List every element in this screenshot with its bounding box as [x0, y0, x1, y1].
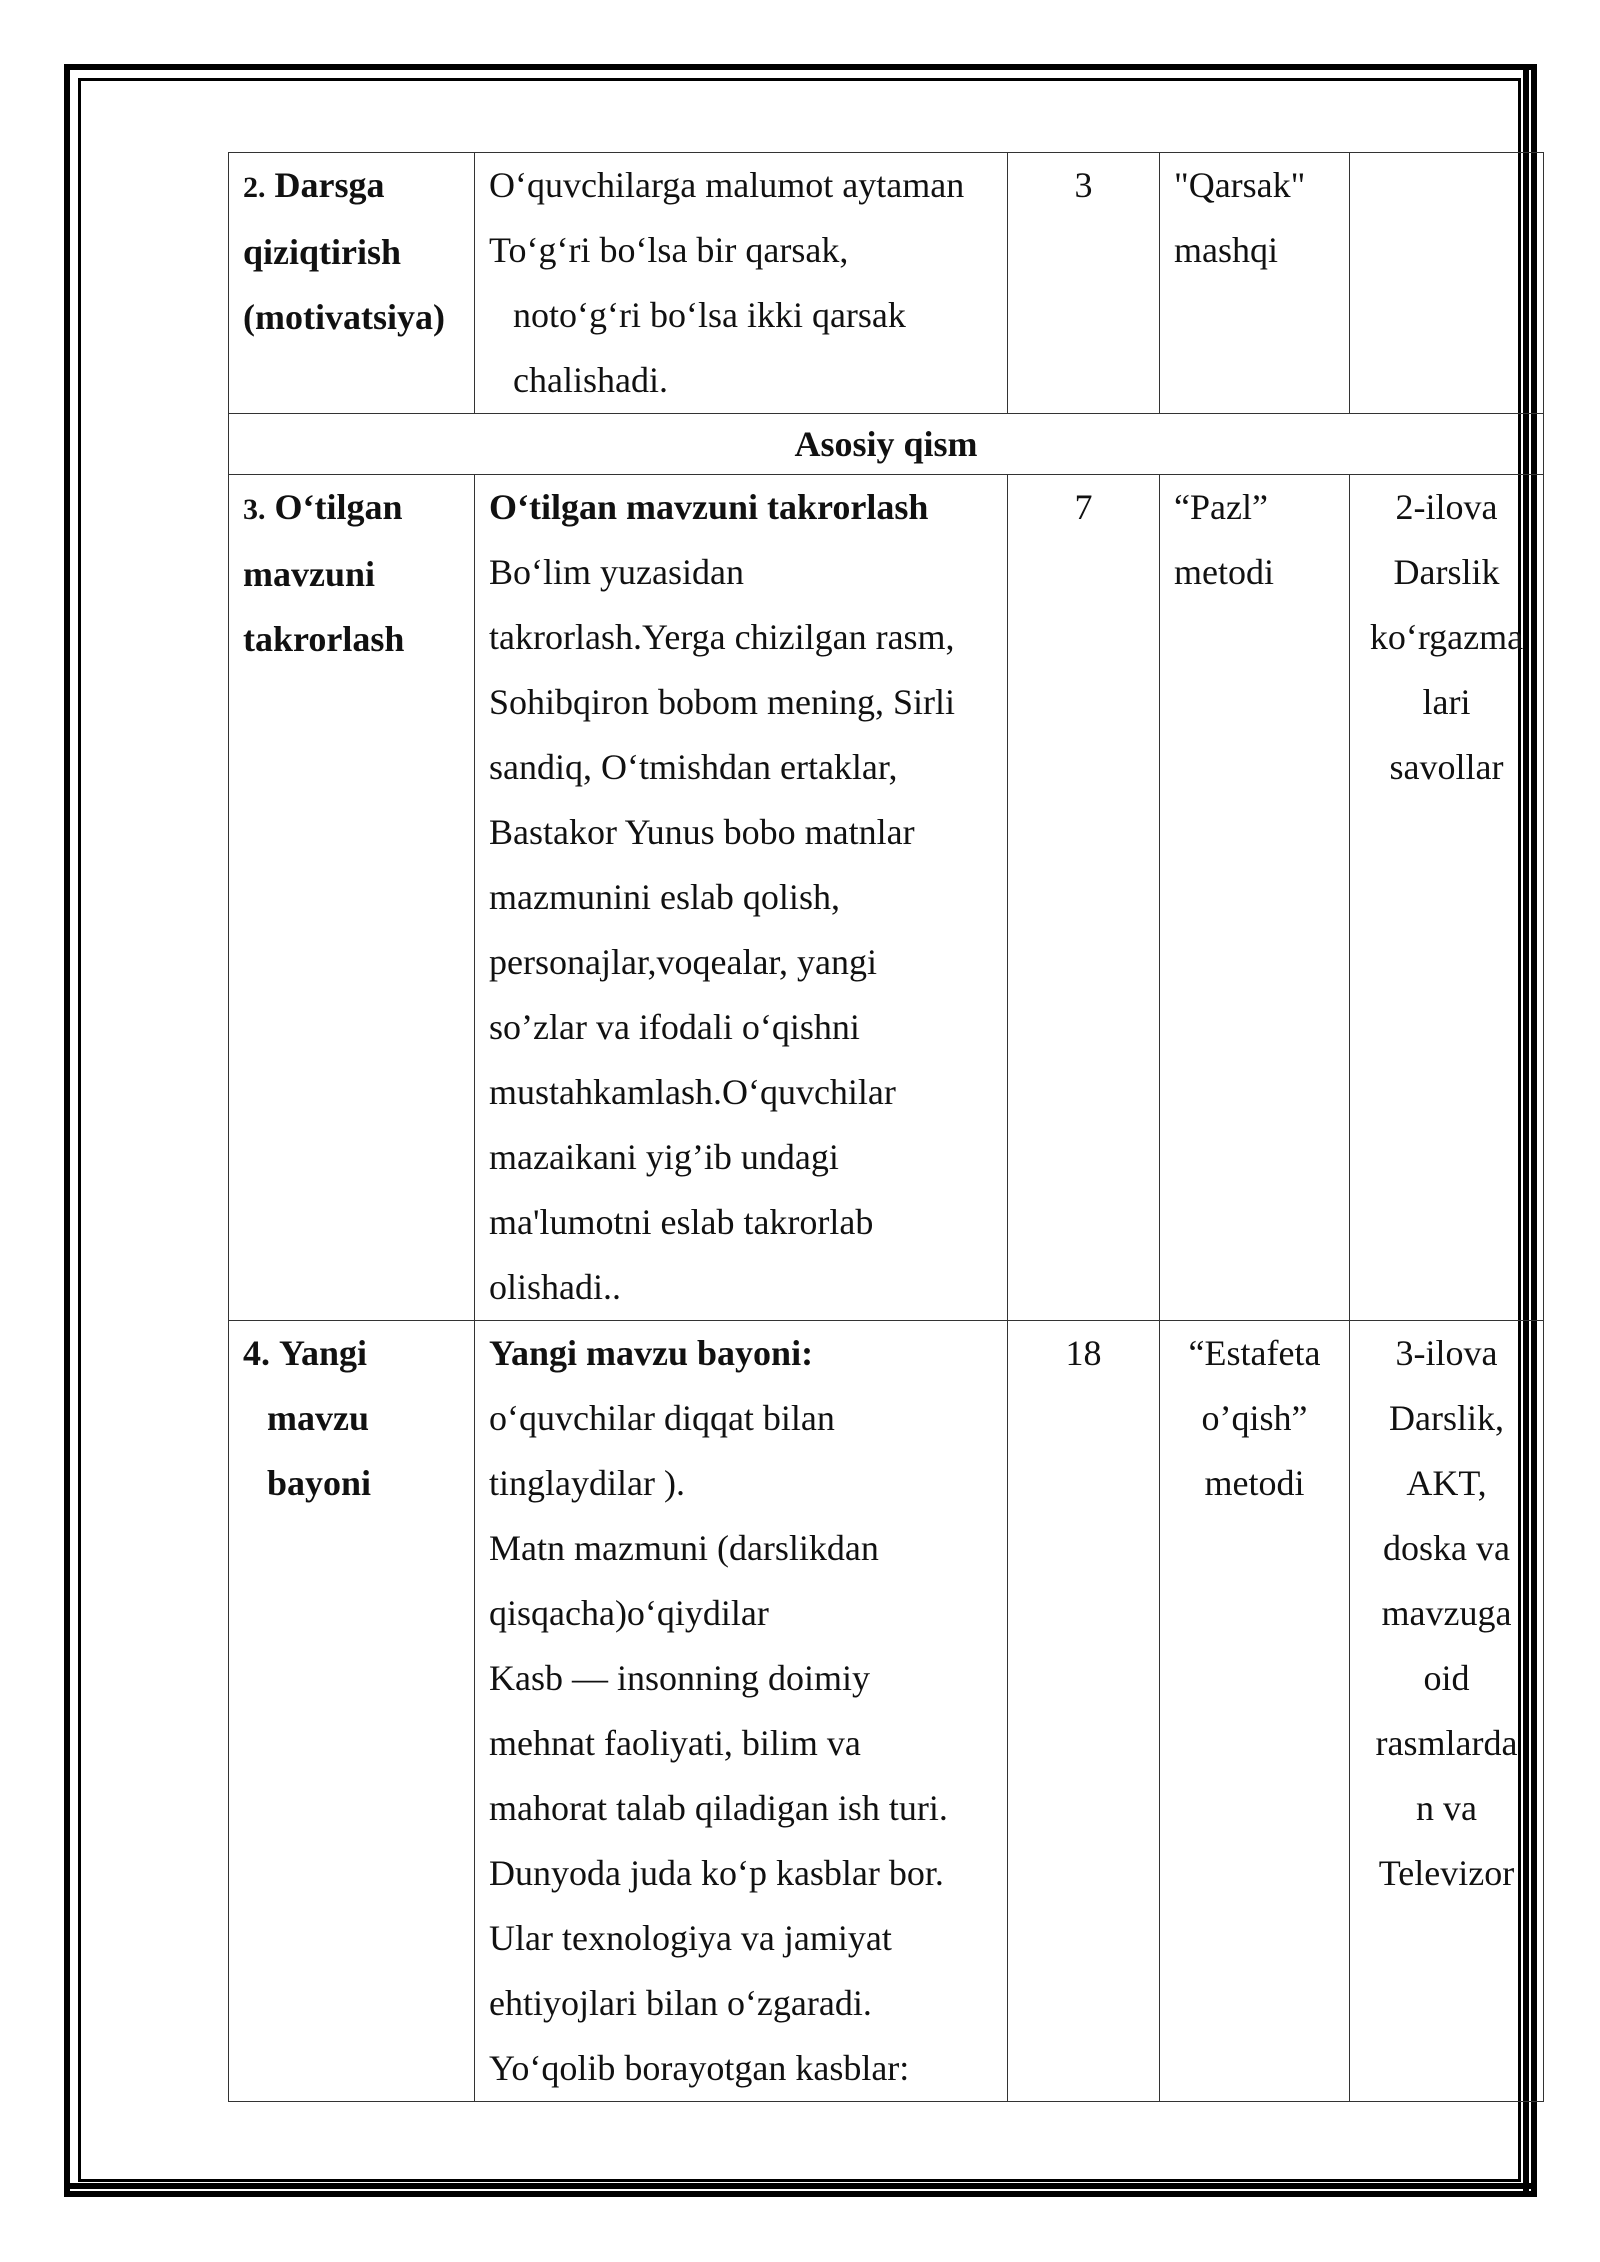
content-line: O‘quvchilarga malumot aytaman	[489, 165, 965, 205]
page-border-bottom	[64, 2183, 1537, 2189]
content-line: o‘quvchilar diqqat bilan	[489, 1398, 835, 1438]
resource-line: lari	[1422, 682, 1471, 722]
content-cell	[475, 153, 1008, 414]
stage-title-line: mavzuni	[243, 554, 376, 594]
table-row	[229, 153, 1544, 414]
method-line: “Estafeta	[1188, 1333, 1321, 1373]
content-line: Dunyoda juda ko‘p kasblar bor.	[489, 1853, 944, 1893]
resource-line: ko‘rgazma	[1369, 617, 1524, 657]
resources-cell	[1350, 1321, 1544, 2102]
table-row	[229, 1321, 1544, 2102]
content-line: Matn mazmuni (darslikdan	[489, 1528, 879, 1568]
stage-cell	[229, 153, 475, 414]
resource-line: savollar	[1389, 747, 1504, 787]
lesson-plan-table	[228, 152, 1544, 2102]
resource-line: rasmlarda	[1375, 1723, 1518, 1763]
stage-title-line: (motivatsiya)	[243, 297, 445, 337]
method-cell	[1160, 475, 1350, 1321]
content-line: so’zlar va ifodali o‘qishni	[489, 1007, 860, 1047]
content-line: mehnat faoliyati, bilim va	[489, 1723, 861, 1763]
resource-line: 3-ilova	[1395, 1333, 1498, 1373]
stage-title-line: O‘tilgan	[274, 487, 403, 527]
stage-title-line: takrorlash	[243, 619, 405, 659]
content-heading: O‘tilgan mavzuni takrorlash	[489, 487, 929, 527]
resource-line: 2-ilova	[1395, 487, 1498, 527]
method-line: mashqi	[1174, 230, 1278, 270]
content-cell	[475, 475, 1008, 1321]
method-cell	[1160, 1321, 1350, 2102]
resource-line: mavzuga	[1381, 1593, 1512, 1633]
resources-cell	[1350, 153, 1544, 414]
resource-line: oid	[1423, 1658, 1470, 1698]
resource-line: n va	[1416, 1788, 1477, 1828]
stage-number: 2.	[243, 171, 266, 204]
stage-cell	[229, 1321, 475, 2102]
time-cell	[1008, 1321, 1160, 2102]
content-line: takrorlash.Yerga chizilgan rasm,	[489, 617, 955, 657]
content-line: ma'lumotni eslab takrorlab	[489, 1202, 874, 1242]
content-line: qisqacha)o‘qiydilar	[489, 1593, 769, 1633]
content-line: sandiq, O‘tmishdan ertaklar,	[489, 747, 898, 787]
content-line: Sohibqiron bobom mening, Sirli	[489, 682, 956, 722]
method-line: metodi	[1204, 1463, 1305, 1503]
content-line: olishadi..	[489, 1267, 621, 1307]
section-row	[229, 414, 1544, 475]
stage-title-line: bayoni	[267, 1463, 372, 1503]
resource-line: Darslik	[1393, 552, 1500, 592]
resource-line: AKT,	[1406, 1463, 1487, 1503]
time-value: 7	[1074, 487, 1093, 527]
table-row	[229, 475, 1544, 1321]
resource-line: doska va	[1383, 1528, 1510, 1568]
stage-title-line: mavzu	[267, 1398, 369, 1438]
stage-number: 4.	[243, 1333, 270, 1373]
content-line: personajlar,voqealar, yangi	[489, 942, 877, 982]
stage-title-line: Yangi	[279, 1333, 368, 1373]
method-line: "Qarsak"	[1174, 165, 1306, 205]
stage-number: 3.	[243, 493, 266, 526]
content-line: mazmunini eslab qolish,	[489, 877, 840, 917]
content-heading: Yangi mavzu bayoni:	[489, 1333, 814, 1373]
method-line: metodi	[1174, 552, 1274, 592]
content-line: Bo‘lim yuzasidan	[489, 552, 744, 592]
content-line: Kasb — insonning doimiy	[489, 1658, 871, 1698]
content-line: tinglaydilar ).	[489, 1463, 685, 1503]
content-line: Ular texnologiya va jamiyat	[489, 1918, 892, 1958]
resource-line: Darslik,	[1389, 1398, 1504, 1438]
time-value: 18	[1065, 1333, 1102, 1373]
content-line: ehtiyojlari bilan o‘zgaradi.	[489, 1983, 872, 2023]
content-cell	[475, 1321, 1008, 2102]
method-line: “Pazl”	[1174, 487, 1268, 527]
time-cell	[1008, 475, 1160, 1321]
stage-title-line: Darsga	[274, 165, 385, 205]
stage-title-line: qiziqtirish	[243, 232, 402, 272]
content-line: noto‘g‘ri bo‘lsa ikki qarsak	[513, 295, 906, 335]
stage-cell	[229, 475, 475, 1321]
time-value: 3	[1074, 165, 1093, 205]
resources-cell	[1350, 475, 1544, 1321]
content-line: Bastakor Yunus bobo matnlar	[489, 812, 915, 852]
content-line: chalishadi.	[513, 360, 668, 400]
resource-line: Televizor	[1378, 1853, 1515, 1893]
section-title: Asosiy qism	[229, 414, 1544, 475]
method-line: o’qish”	[1201, 1398, 1308, 1438]
content-line: mahorat talab qiladigan ish turi.	[489, 1788, 948, 1828]
content-line: To‘g‘ri bo‘lsa bir qarsak,	[489, 230, 849, 270]
method-cell	[1160, 153, 1350, 414]
content-line: Yo‘qolib borayotgan kasblar:	[489, 2048, 910, 2088]
content-line: mazaikani yig’ib undagi	[489, 1137, 839, 1177]
content-line: mustahkamlash.O‘quvchilar	[489, 1072, 896, 1112]
time-cell	[1008, 153, 1160, 414]
